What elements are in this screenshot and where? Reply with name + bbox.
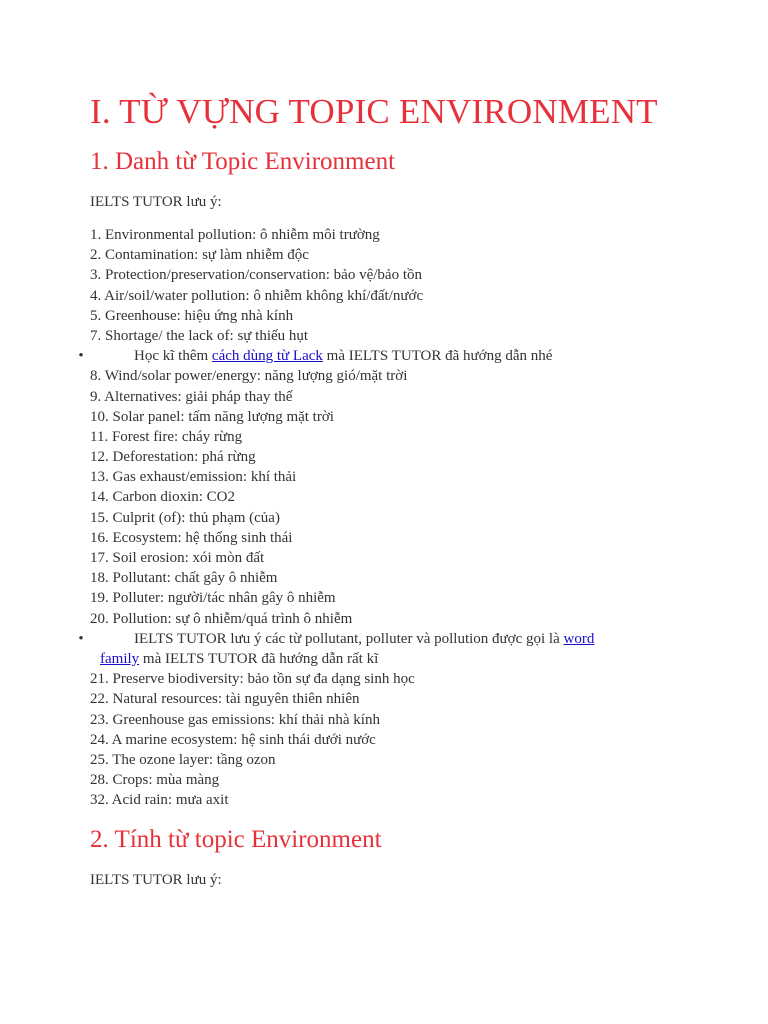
section-2-heading: 2. Tính từ topic Environment	[90, 826, 382, 853]
link-word-family[interactable]: word	[563, 630, 595, 647]
list-item: 18. Pollutant: chất gây ô nhiễm	[90, 570, 278, 587]
list-item: 8. Wind/solar power/energy: năng lượng gió/mặt trời	[90, 368, 408, 385]
list-item: 5. Greenhouse: hiệu ứng nhà kính	[90, 307, 294, 324]
bullet-text-after: mà IELTS TUTOR đã hướng dẫn nhé	[322, 348, 553, 365]
list-item: 14. Carbon dioxin: CO2	[90, 489, 235, 506]
list-item: 12. Deforestation: phá rừng	[90, 449, 256, 466]
list-item: 2. Contamination: sự làm nhiễm độc	[90, 247, 309, 264]
bullet-icon: •	[78, 348, 84, 365]
list-item: 16. Ecosystem: hệ thống sinh thái	[90, 529, 293, 546]
link-lack-usage[interactable]: cách dùng từ Lack	[211, 348, 323, 365]
section-2-note: IELTS TUTOR lưu ý:	[90, 872, 222, 888]
list-item: 1. Environmental pollution: ô nhiễm môi trường	[90, 227, 380, 243]
list-item: 28. Crops: mùa màng	[90, 772, 220, 789]
list-item: 32. Acid rain: mưa axit	[90, 792, 229, 809]
bullet-continuation	[90, 649, 690, 669]
list-item: 10. Solar panel: tấm năng lượng mặt trời	[90, 408, 334, 425]
list-item: 25. The ozone layer: tầng ozon	[90, 751, 276, 768]
list-item: 3. Protection/preservation/conservation: bảo vệ/bảo tồn	[90, 267, 422, 284]
list-item: 4. Air/soil/water pollution: ô nhiễm không khí/đất/nước	[90, 287, 424, 304]
list-item: 15. Culprit (of): thủ phạm (của)	[90, 509, 280, 526]
list-item: 13. Gas exhaust/emission: khí thải	[90, 469, 297, 486]
bullet-text-before: IELTS TUTOR lưu ý các từ pollutant, polluter và pollution được gọi là	[134, 630, 564, 647]
list-item: 20. Pollution: sự ô nhiễm/quá trình ô nhiễm	[90, 610, 353, 627]
list-item: 11. Forest fire: cháy rừng	[90, 428, 243, 445]
list-item: 23. Greenhouse gas emissions: khí thải nhà kính	[90, 711, 380, 728]
bullet-note-word-family	[78, 629, 690, 649]
vocabulary-list	[78, 225, 690, 810]
list-item: 22. Natural resources: tài nguyên thiên nhiên	[90, 691, 360, 708]
list-item: 19. Polluter: người/tác nhân gây ô nhiễm	[90, 590, 336, 607]
section-1-heading: 1. Danh từ Topic Environment	[90, 148, 396, 175]
list-item: 17. Soil erosion: xói mòn đất	[90, 550, 265, 566]
list-item: 21. Preserve biodiversity: bảo tồn sự đa dạng sinh học	[90, 671, 415, 688]
bullet-note-lack	[78, 346, 690, 366]
list-item: 9. Alternatives: giải pháp thay thế	[90, 388, 293, 405]
bullet-text-before: Học kĩ thêm	[134, 348, 212, 365]
main-heading: I. TỪ VỰNG TOPIC ENVIRONMENT	[90, 92, 658, 131]
list-item: 24. A marine ecosystem: hệ sinh thái dưới nước	[90, 731, 376, 748]
list-item: 7. Shortage/ the lack of: sự thiếu hụt	[90, 327, 309, 344]
bullet-text-after: mà IELTS TUTOR đã hướng dẫn rất kĩ	[139, 650, 379, 667]
link-word-family-cont[interactable]: family	[100, 650, 140, 667]
section-1-note: IELTS TUTOR lưu ý:	[90, 194, 222, 210]
bullet-icon: •	[78, 630, 84, 647]
